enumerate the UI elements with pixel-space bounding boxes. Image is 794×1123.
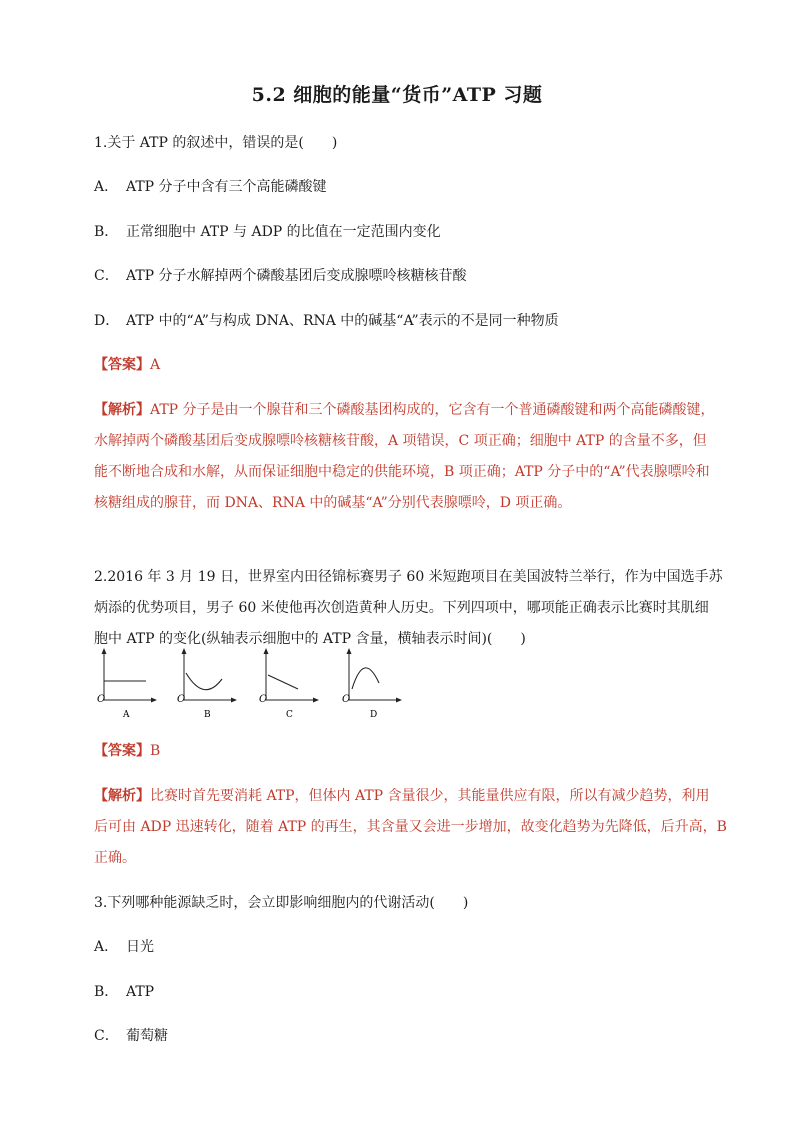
analysis-tag: 【解析】 [94,402,150,418]
analysis-line: 比赛时首先要消耗 ATP，但体内 ATP 含量很少，其能量供应有限，所以有减少趋势，利用 [150,788,710,804]
q2-option-graphs [94,645,424,725]
page-title: 5.2 细胞的能量“货币”ATP 习题 [251,84,543,106]
answer-tag: 【答案】 [94,743,150,759]
analysis-line: ATP 分子是由一个腺苷和三个磷酸基团构成的，它含有一个普通磷酸键和两个高能磷酸键， [150,402,715,418]
graph-a [97,648,157,720]
q2-answer [94,741,714,761]
q1-stem: 1.关于 ATP 的叙述中，错误的是( ) [94,135,338,151]
option-letter: B． [94,984,119,1000]
q2-analysis [94,781,727,874]
origin-label: O [259,694,268,705]
graph-label: C [286,710,293,720]
graph-label: D [370,710,378,720]
q3-option-b [94,982,714,1002]
option-letter: A． [94,939,119,955]
option-letter: C． [94,1028,119,1044]
graph-d [342,648,402,720]
graph-c [259,648,319,720]
stem-line: 胞中 ATP 的变化(纵轴表示细胞中的 ATP 含量，横轴表示时间)( ) [94,631,526,647]
analysis-line: 水解掉两个磷酸基团后变成腺嘌呤核糖核苷酸，A 项错误，C 项正确；细胞中 ATP 的含量不多，但 [94,433,707,449]
analysis-line: 能不断地合成和水解，从而保证细胞中稳定的供能环境，B 项正确；ATP 分子中的“A”代表腺嘌呤和 [94,464,710,480]
option-text: 正常细胞中 ATP 与 ADP 的比值在一定范围内变化 [126,224,441,240]
option-text: ATP 中的“A”与构成 DNA、RNA 中的碱基“A”表示的不是同一种物质 [126,313,559,329]
q1-answer [94,355,714,375]
answer-value: A [150,357,161,373]
analysis-line: 核糖组成的腺苷，而 DNA、RNA 中的碱基“A”分别代表腺嘌呤，D 项正确。 [94,495,572,511]
option-text: 葡萄糖 [126,1028,168,1044]
q1-option-a [94,177,714,197]
origin-label: O [177,694,186,705]
q3-stem: 3.下列哪种能源缺乏时，会立即影响细胞内的代谢活动( ) [94,895,469,911]
q3-option-a [94,937,714,957]
graph-label: B [204,710,211,720]
graph-label: A [123,710,130,720]
q2-stem [94,562,723,655]
stem-line: 2.2016 年 3 月 19 日，世界室内田径锦标赛男子 60 米短跑项目在美国波特兰举行，作为中国选手苏 [94,569,723,585]
analysis-tag: 【解析】 [94,788,150,804]
option-text: ATP 分子水解掉两个磷酸基团后变成腺嘌呤核糖核苷酸 [126,268,467,284]
option-letter: B． [94,224,119,240]
q1-option-b [94,222,714,242]
origin-label: O [97,694,106,705]
option-text: ATP [126,984,155,1000]
option-text: 日光 [126,939,154,955]
analysis-line: 后可由 ADP 迅速转化，随着 ATP 的再生，其含量又会进一步增加，故变化趋势为先降低，后升高，B [94,819,727,835]
option-letter: C． [94,268,119,284]
stem-line: 炳添的优势项目，男子 60 米使他再次创造黄种人历史。下列四项中，哪项能正确表示比赛时其肌细 [94,600,709,616]
q3-option-c [94,1026,714,1046]
option-text: ATP 分子中含有三个高能磷酸键 [126,179,327,195]
origin-label: O [342,694,351,705]
answer-tag: 【答案】 [94,357,150,373]
q1-option-c [94,266,714,286]
analysis-line: 正确。 [94,850,136,866]
answer-value: B [150,743,161,759]
option-letter: D． [94,313,120,329]
option-letter: A． [94,179,119,195]
q1-analysis [94,395,714,519]
graph-b [177,648,237,720]
q1-option-d [94,311,714,331]
